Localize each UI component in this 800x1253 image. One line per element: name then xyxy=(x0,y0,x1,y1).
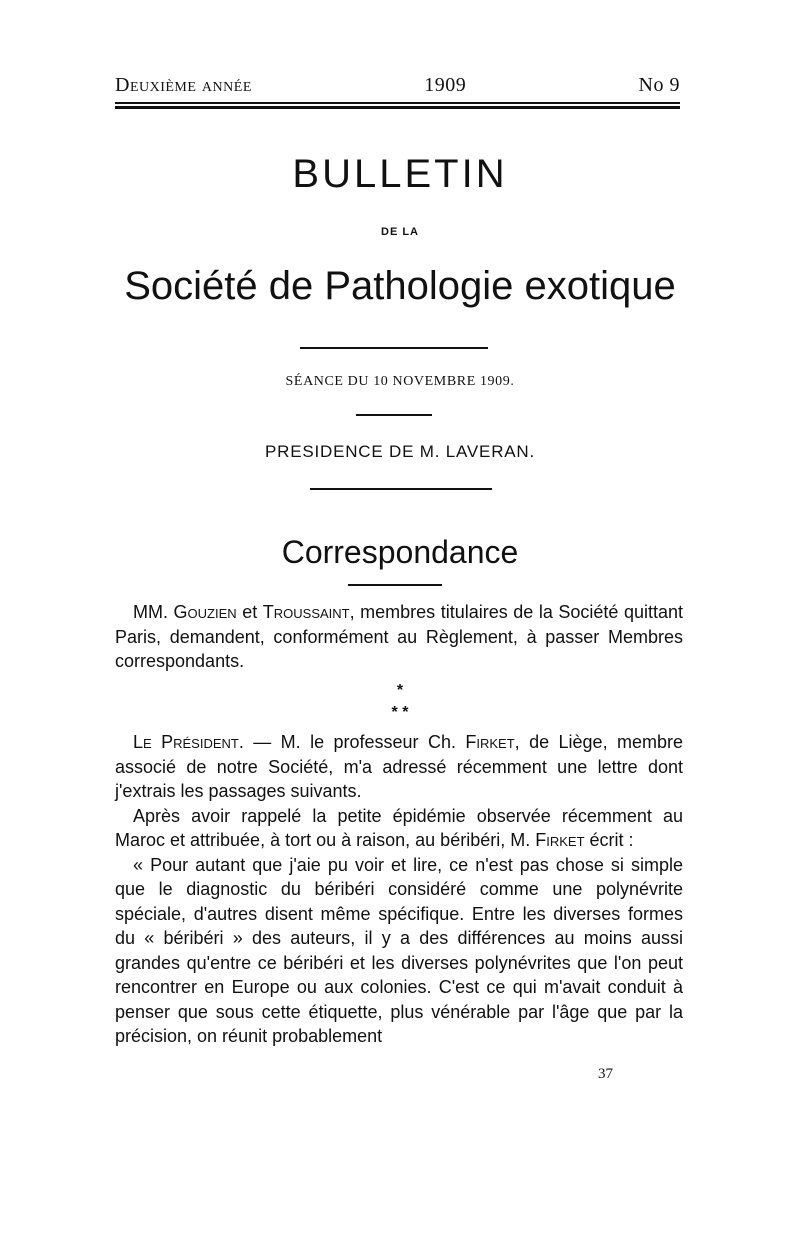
year-of-publication: Deuxième année xyxy=(115,74,252,96)
speaker-name: Le Président. xyxy=(133,732,244,752)
divider-rule xyxy=(300,347,488,349)
person-name: Firket xyxy=(535,830,585,850)
divider-rule xyxy=(356,414,432,416)
session-date: SÉANCE DU 10 NOVEMBRE 1909. xyxy=(285,374,515,389)
running-head xyxy=(115,74,680,97)
paragraph-intro xyxy=(115,804,683,853)
session-presidency: PRESIDENCE DE M. LAVERAN. xyxy=(264,442,536,461)
paragraph-quote xyxy=(115,853,683,1049)
paragraph-text: MM. xyxy=(133,602,168,622)
paragraph-membership xyxy=(115,600,683,674)
paragraph-text: et xyxy=(242,602,258,622)
paragraph-text: membres titulaires de la Société quittant Paris, demandent, conformément au Règlement, à passer Membres correspondants. xyxy=(115,602,683,671)
section-title: Correspondance xyxy=(281,534,519,570)
paragraph-text: — M. le professeur Ch. xyxy=(253,732,456,752)
paragraph-text: écrit : xyxy=(589,830,634,850)
asterism-top: * xyxy=(396,682,404,699)
journal-title: BULLETIN xyxy=(292,152,508,196)
publication-year: 1909 xyxy=(424,74,467,96)
section-underline xyxy=(348,584,442,586)
asterism-bottom: * * xyxy=(391,704,409,721)
divider-rule xyxy=(310,488,492,490)
journal-title-connector: DE LA xyxy=(381,226,419,238)
paragraph-president xyxy=(115,730,683,804)
issue-number: No 9 xyxy=(638,74,680,96)
paragraph-text: « Pour autant que j'aie pu voir et lire, ce n'est pas chose si simple que le diagnostic du béribéri considéré comme une polynévrite spéciale, d'autres disent même spécifique. Entre les diverses formes du « béribéri » des auteurs, il y a des différences au moins aussi grandes qu'entre ce béribéri et les diverses polynévrites que l'on peut rencontrer en Europe ou aux colonies. C'est ce qui m'avait conduit à penser que sous cette étiquette, plus vénérable par l'âge que par la précision, on réunit probablement xyxy=(115,854,683,1046)
society-name: Société de Pathologie exotique xyxy=(124,264,676,308)
asterism-separator xyxy=(0,680,800,724)
paragraph-text: de Liège, membre associé de notre Société, m'a adressé récemment une lettre dont j'extrais les passages suivants. xyxy=(115,732,683,801)
person-name: Firket, xyxy=(465,732,520,752)
header-double-rule xyxy=(115,102,680,109)
letter-section xyxy=(115,730,683,1049)
page-number: 37 xyxy=(598,1066,613,1082)
person-name: Gouzien xyxy=(173,602,237,622)
paragraph-text: Après avoir rappelé la petite épidémie observée récemment au Maroc et attribuée, à tort ou à raison, au béribéri, M. xyxy=(115,805,683,850)
person-name: Troussaint, xyxy=(262,602,355,622)
